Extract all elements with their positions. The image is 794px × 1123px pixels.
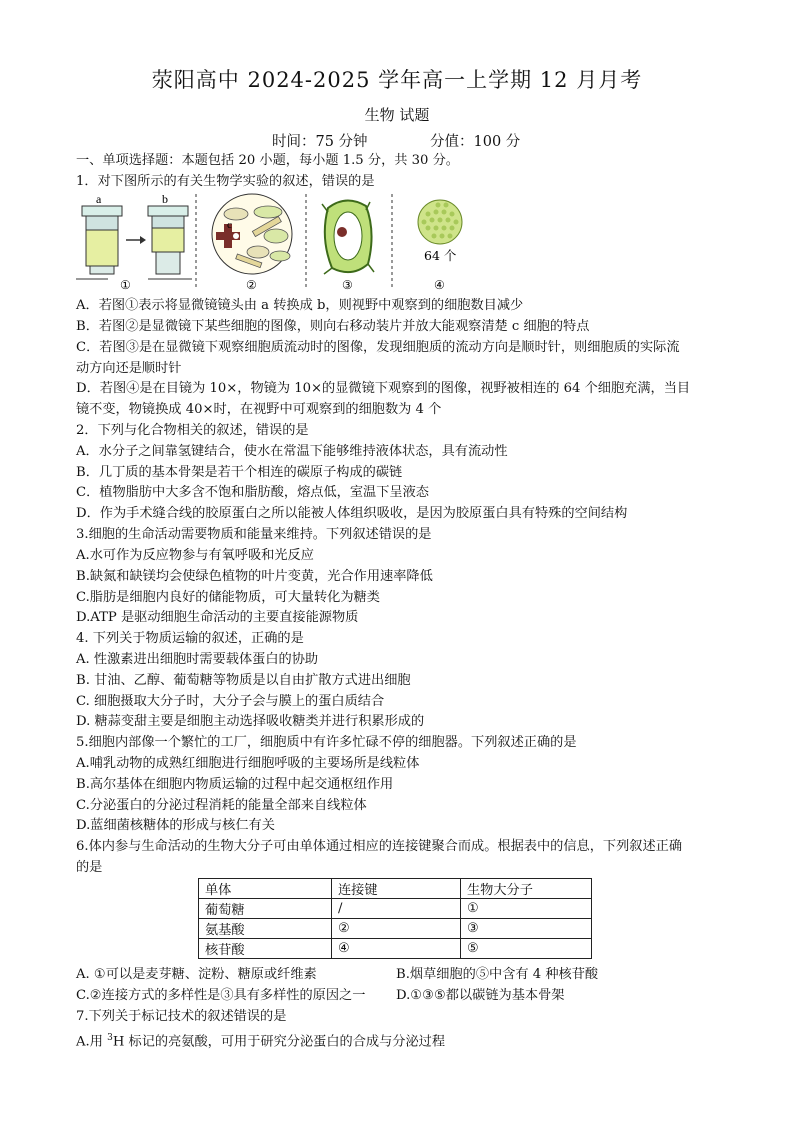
table-cell: 核苷酸	[199, 939, 332, 959]
q6-option-d: D.①③⑤都以碳链为基本骨架	[396, 988, 565, 1003]
table-cell: ⑤	[461, 939, 592, 959]
table-header-cell: 生物大分子	[461, 879, 592, 899]
q3-stem: 3.细胞的生命活动需要物质和能量来维持。下列叙述错误的是	[76, 527, 432, 542]
q1-option-a: A．若图①表示将显微镜镜头由 a 转换成 b，则视野中观察到的细胞数目减少	[76, 298, 524, 313]
exam-score: 分值：100 分	[430, 134, 521, 150]
table-cell: 氨基酸	[199, 919, 332, 939]
fig-num-1: ①	[120, 278, 131, 292]
q3-option-a: A.水可作为反应物参与有氧呼吸和光反应	[76, 548, 314, 563]
table-row	[199, 919, 592, 939]
q6-option-c: C.②连接方式的多样性是③具有多样性的原因之一	[76, 988, 366, 1003]
cells-field-icon	[212, 194, 292, 274]
table-header-row	[199, 879, 592, 899]
table-cell: ①	[461, 899, 592, 919]
table-cell: /	[332, 899, 461, 919]
q7-option-a	[76, 1029, 445, 1051]
q6-option-b: B.烟草细胞的⑤中含有 4 种核苷酸	[396, 967, 599, 982]
section-heading: 一、单项选择题：本题包括 20 小题，每小题 1.5 分，共 30 分。	[76, 153, 459, 168]
objective-lens-icon	[148, 206, 192, 279]
fig-label-b: b	[162, 192, 168, 206]
q6-stem-cont: 的是	[76, 860, 103, 875]
q3-option-c: C.脂肪是细胞内良好的储能物质，可大量转化为糖类	[76, 590, 380, 605]
plant-cell-icon	[322, 200, 374, 274]
q5-stem: 5.细胞内部像一个繁忙的工厂，细胞质中有许多忙碌不停的细胞器。下列叙述正确的是	[76, 735, 577, 750]
q2-option-b: B．几丁质的基本骨架是若干个相连的碳原子构成的碳链	[76, 465, 403, 480]
q5-option-a: A.哺乳动物的成熟红细胞进行细胞呼吸的主要场所是线粒体	[76, 756, 420, 771]
q6-option-a: A. ①可以是麦芽糖、淀粉、糖原或纤维素	[76, 967, 317, 982]
fig-label-c: c	[227, 219, 232, 231]
q5-option-c: C.分泌蛋白的分泌过程消耗的能量全部来自线粒体	[76, 798, 367, 813]
q5-option-b: B.高尔基体在细胞内物质运输的过程中起交通枢纽作用	[76, 777, 394, 792]
page-title: 荥阳高中 2024-2025 学年高一上学期 12 月月考	[151, 68, 643, 92]
cell-cluster-icon	[418, 200, 462, 244]
q3-option-b: B.缺氮和缺镁均会使绿色植物的叶片变黄，光合作用速率降低	[76, 569, 433, 584]
q7-superscript: 3	[107, 1033, 113, 1043]
table-header-cell: 连接键	[332, 879, 461, 899]
q1-option-d: D．若图④是在目镜为 10×，物镜为 10×的显微镜下观察到的图像，视野被相连的 64 个细胞充满，当目	[76, 381, 691, 396]
objective-lens-icon	[76, 206, 122, 279]
exam-time: 时间：75 分钟	[272, 134, 368, 150]
page-subtitle: 生物 试题	[364, 106, 430, 124]
q6-stem: 6.体内参与生命活动的生物大分子可由单体通过相应的连接键聚合而成。根据表中的信息，下列叙述正确	[76, 839, 683, 854]
q4-option-c: C. 细胞摄取大分子时，大分子会与膜上的蛋白质结合	[76, 694, 385, 709]
fig-label-64: 64 个	[424, 248, 457, 263]
table-header-cell: 单体	[199, 879, 332, 899]
q7-option-a-prefix: A.用	[76, 1034, 108, 1050]
q2-option-c: C．植物脂肪中大多含不饱和脂肪酸，熔点低，室温下呈液态	[76, 485, 429, 500]
q1-option-c-cont: 动方向还是顺时针	[76, 361, 182, 376]
q4-option-d: D. 糖蒜变甜主要是细胞主动选择吸收糖类并进行积累形成的	[76, 714, 425, 729]
q4-option-a: A. 性激素进出细胞时需要载体蛋白的协助	[76, 652, 319, 667]
monomer-table	[198, 878, 592, 959]
table-cell: ④	[332, 939, 461, 959]
q4-option-b: B. 甘油、乙醇、葡萄糖等物质是以自由扩散方式进出细胞	[76, 673, 411, 688]
fig-num-3: ③	[342, 278, 353, 292]
q1-stem: 1．对下图所示的有关生物学实验的叙述，错误的是	[76, 174, 375, 189]
fig-num-4: ④	[434, 278, 445, 292]
table-row	[199, 939, 592, 959]
q3-option-d: D.ATP 是驱动细胞生命活动的主要直接能源物质	[76, 610, 359, 625]
table-row	[199, 899, 592, 919]
table-cell: ③	[461, 919, 592, 939]
q5-option-d: D.蓝细菌核糖体的形成与核仁有关	[76, 818, 275, 833]
q7-option-a-text: H 标记的亮氨酸，可用于研究分泌蛋白的合成与分泌过程	[112, 1034, 446, 1050]
table-cell: 葡萄糖	[199, 899, 332, 919]
q1-option-c: C．若图③是在显微镜下观察细胞质流动时的图像，发现细胞质的流动方向是顺时针，则细胞质的实际流	[76, 340, 680, 355]
q2-option-a: A．水分子之间靠氢键结合，使水在常温下能够维持液体状态，具有流动性	[76, 444, 508, 459]
q1-option-d-cont: 镜不变，物镜换成 40×时，在视野中可观察到的细胞数为 4 个	[76, 402, 442, 417]
q1-option-b: B．若图②是显微镜下某些细胞的图像，则向右移动装片并放大能观察清楚 c 细胞的特点	[76, 319, 590, 334]
table-cell: ②	[332, 919, 461, 939]
q2-stem: 2．下列与化合物相关的叙述，错误的是	[76, 423, 309, 438]
q4-stem: 4. 下列关于物质运输的叙述，正确的是	[76, 631, 304, 646]
q7-stem: 7.下列关于标记技术的叙述错误的是	[76, 1009, 287, 1024]
q1-figure	[76, 192, 476, 292]
fig-label-a: a	[96, 192, 102, 206]
q2-option-d: D．作为手术缝合线的胶原蛋白之所以能被人体组织吸收，是因为胶原蛋白具有特殊的空间结构	[76, 506, 628, 521]
fig-num-2: ②	[246, 278, 257, 292]
